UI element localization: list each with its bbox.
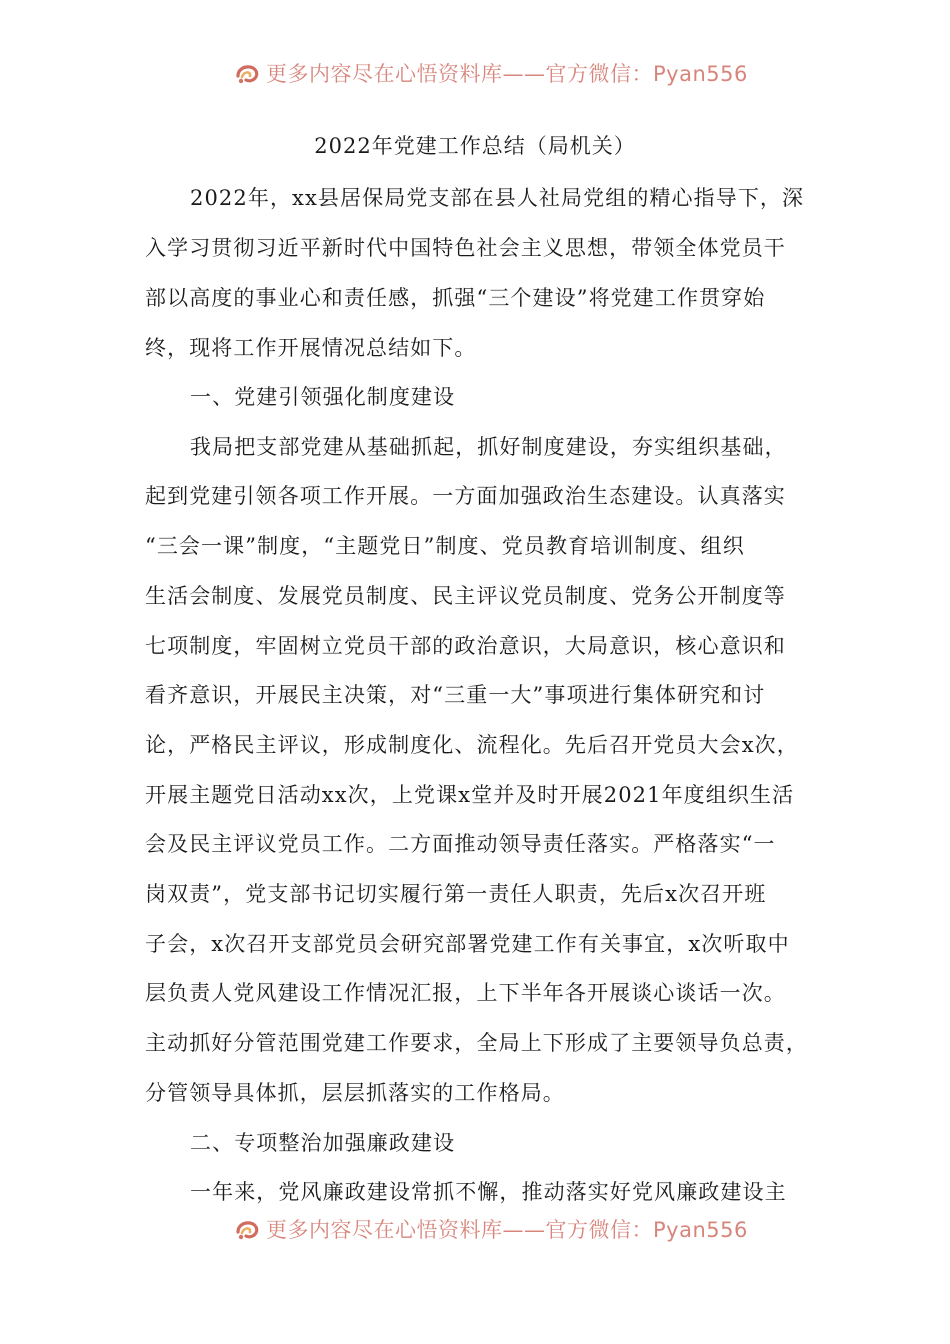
swirl-logo-icon xyxy=(232,1214,262,1244)
body-line: 看齐意识，开展民主决策，对“三重一大”事项进行集体研究和讨 xyxy=(145,683,766,707)
body-line: 层负责人党风建设工作情况汇报，上下半年各开展谈心谈话一次。 xyxy=(145,981,786,1005)
body-line: 分管领导具体抓，层层抓落实的工作格局。 xyxy=(145,1081,565,1105)
body-line: “三会一课”制度，“主题党日”制度、党员教育培训制度、组织 xyxy=(145,534,745,558)
watermark-banner-top xyxy=(0,48,950,88)
section-heading: 二、专项整治加强廉政建设 xyxy=(190,1131,456,1155)
body-line: 我局把支部党建从基础抓起，抓好制度建设，夯实组织基础， xyxy=(190,435,787,459)
body-line: 入学习贯彻习近平新时代中国特色社会主义思想，带领全体党员干 xyxy=(145,236,786,260)
document-title: 2022年党建工作总结（局机关） xyxy=(314,134,636,158)
swirl-logo-icon xyxy=(232,58,262,88)
body-line: 起到党建引领各项工作开展。一方面加强政治生态建设。认真落实 xyxy=(145,484,786,508)
banner-crop-mask xyxy=(0,1204,950,1216)
banner-crop-mask xyxy=(0,48,950,60)
section-heading: 一、党建引领强化制度建设 xyxy=(190,385,456,409)
body-line: 2022年，xx县居保局党支部在县人社局党组的精心指导下，深 xyxy=(190,186,805,210)
body-line: 开展主题党日活动xx次，上党课x堂并及时开展2021年度组织生活 xyxy=(145,783,795,807)
body-line: 论，严格民主评议，形成制度化、流程化。先后召开党员大会x次， xyxy=(145,733,799,757)
body-line: 七项制度，牢固树立党员干部的政治意识，大局意识，核心意识和 xyxy=(145,634,786,658)
body-line: 子会，x次召开支部党员会研究部署党建工作有关事宜，x次听取中 xyxy=(145,932,790,956)
watermark-text: 更多内容尽在心悟资料库——官方微信：Pyan556 xyxy=(266,62,748,86)
watermark-banner-bottom xyxy=(0,1204,950,1244)
body-line: 会及民主评议党员工作。二方面推动领导责任落实。严格落实“一 xyxy=(145,832,776,856)
body-line: 生活会制度、发展党员制度、民主评议党员制度、党务公开制度等 xyxy=(145,584,786,608)
body-line: 终，现将工作开展情况总结如下。 xyxy=(145,336,477,360)
body-line: 部以高度的事业心和责任感，抓强“三个建设”将党建工作贯穿始 xyxy=(145,286,766,310)
watermark-text: 更多内容尽在心悟资料库——官方微信：Pyan556 xyxy=(266,1218,748,1242)
body-line: 主动抓好分管范围党建工作要求，全局上下形成了主要领导负总责， xyxy=(145,1031,808,1055)
body-line: 一年来，党风廉政建设常抓不懈，推动落实好党风廉政建设主 xyxy=(190,1180,787,1204)
body-line: 岗双责”，党支部书记切实履行第一责任人职责，先后x次召开班 xyxy=(145,882,767,906)
